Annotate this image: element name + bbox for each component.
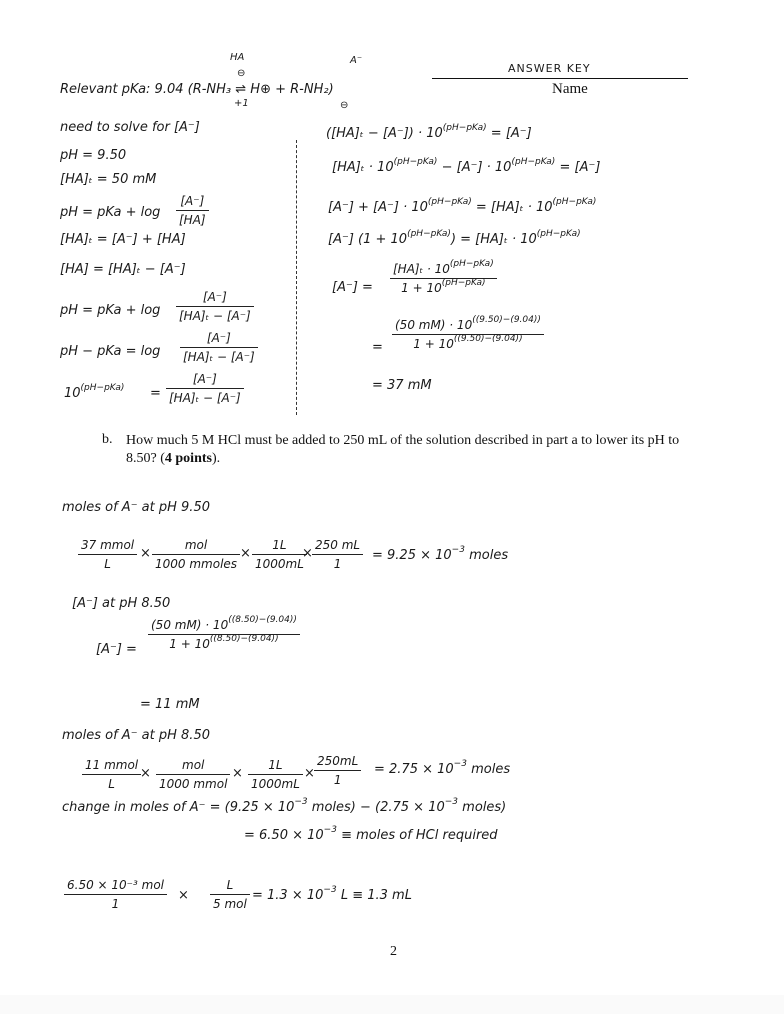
calc2-times-1: × [140,766,151,781]
final-times: × [178,888,189,903]
calc2-times-3: × [304,766,315,781]
final-fraction-1: 6.50 × 10⁻³ mol 1 [64,878,167,911]
ha-label: HA [230,52,245,63]
change-in-moles-line: change in moles of $A^- = (9.25 \times 10^{-3}$ moles) − ($2.75 \times 10^{-3}$ moles) [62,797,507,815]
right-eq7-result: = 37 mM [372,378,432,393]
moles-header-850: moles of A⁻ at pH 8.50 [62,728,210,743]
eq1-lhs: pH = pKa + log [60,205,161,220]
conc-result: = 11 mM [140,697,200,712]
ha-diff-line: [HA] = [HA]ₜ − [A⁻] [60,262,186,277]
right-eq1: $([HA]_t - [A^-]) \cdot 10^{(pH-pKa)} = [A^-]$ [326,123,532,141]
page-number: 2 [390,944,397,959]
right-eq5-numerator: $[HA]_t \cdot 10^{(pH-pKa)}$ [393,259,494,276]
negative-charge-mark: ⊖ [237,68,246,79]
right-eq4: [A⁻] $(1 + 10^{(pH-pKa)}) = [HA]_t \cdot 10^{(pH-pKa)}$ [328,229,581,247]
conc-lhs: [A⁻] = [96,642,137,657]
conc-fraction [148,615,300,651]
eq3-fraction [180,331,258,364]
eq1-fraction [176,194,209,227]
calc2-fraction-4: 250mL 1 [314,754,361,787]
final-fraction-2: L 5 mol [210,878,250,911]
calc2-fraction-3: 1L 1000mL [248,758,303,791]
calc2-result: = $2.75 \times 10^{-3}$ moles [374,759,511,777]
moles-header-950: moles of A⁻ at pH 9.50 [62,500,210,515]
eq3-lhs: pH − pKa = log [60,344,161,359]
moles-hcl-required-line: = $6.50 \times 10^{-3}$ ≡ moles of HCl required [244,825,498,843]
eq2-lhs: pH = pKa + log [60,303,161,318]
question-letter: b. [102,432,113,447]
page-bottom-edge [0,995,784,1014]
right-eq6-equals: = [372,340,383,355]
eq4-fraction [166,372,244,405]
need-to-solve-line: need to solve for [A⁻] [60,120,200,135]
final-result: = $1.3 \times 10^{-3}$ L ≡ 1.3 mL [252,885,412,903]
calc1-times-1: × [140,546,151,561]
eq4-equals: = [150,386,161,401]
question-b-text: How much 5 M HCl must be added to 250 mL of the solution described in part a to lower its pH to 8.50? (4 points). [126,433,680,466]
name-line [432,78,688,79]
calc2-fraction-1: 11 mmol L [82,758,141,791]
ha-total: [HA]ₜ = 50 mM [60,172,157,187]
name-label: Name [552,81,588,97]
calc1-fraction-2: mol 1000 mmoles [152,538,240,571]
eq1-denominator: [HA] [179,213,206,227]
question-points: 4 points [164,451,212,466]
a-minus-label: A⁻ [350,55,363,66]
eq4-denominator: [HA]ₜ − [A⁻] [169,391,241,405]
right-eq2: $[HA]_t \cdot 10^{(pH-pKa)} - [A^-] \cdot 10^{(pH-pKa)} = [A^-]$ [332,157,601,175]
plus-one-label: +1 [234,98,249,109]
right-eq6-fraction [392,315,544,351]
negative-charge-mark-2: ⊖ [340,100,349,111]
calc1-fraction-4: 250 mL 1 [312,538,363,571]
calc2-fraction-2: mol 1000 mmol [156,758,230,791]
right-eq6-numerator: (50 $mM) \cdot 10^{((9.50)-(9.04))}$ [395,315,541,332]
right-eq6-denominator: $1 + 10^{((9.50)-(9.04))}$ [413,334,523,351]
eq1-numerator: [A⁻] [180,194,205,208]
eq2-fraction [176,290,254,323]
column-divider [296,140,297,415]
ha-sum-line: [HA]ₜ = [A⁻] + [HA] [60,232,186,247]
conc-header-850: [A⁻] at pH 8.50 [72,596,171,611]
answer-key-label: ANSWER KEY [508,62,591,75]
right-eq5-denominator: $1 + 10^{(pH-pKa)}$ [401,278,486,295]
eq2-numerator: [A⁻] [202,290,227,304]
calc1-times-2: × [240,546,251,561]
eq3-numerator: [A⁻] [206,331,231,345]
ph-value: pH = 9.50 [60,148,127,163]
conc-numerator: (50 $mM) \cdot 10^{((8.50)-(9.04))}$ [151,615,297,632]
right-eq5-lhs: [A⁻] = [332,280,373,295]
calc1-fraction-3: 1L 1000mL [252,538,307,571]
eq4-numerator: [A⁻] [192,372,217,386]
calc1-result: = $9.25 \times 10^{-3}$ moles [372,545,509,563]
calc1-times-3: × [302,546,313,561]
eq2-denominator: [HA]ₜ − [A⁻] [179,309,251,323]
right-eq5-fraction [390,259,497,295]
relevant-pka-line: Relevant pKa: 9.04 (R-NH₃ ⇌ H⊕ + R-NH₂) [60,82,334,97]
conc-denominator: $1 + 10^{((8.50)-(9.04))}$ [169,634,279,651]
eq3-denominator: [HA]ₜ − [A⁻] [183,350,255,364]
right-eq3: $[A^-] + [A^-] \cdot 10^{(pH-pKa)} = [HA]_t \cdot 10^{(pH-pKa)}$ [328,197,597,215]
eq4-power: $10^{(pH-pKa)}$ [64,383,125,401]
calc1-fraction-1: 37 mmol L [78,538,137,571]
calc2-times-2: × [232,766,243,781]
